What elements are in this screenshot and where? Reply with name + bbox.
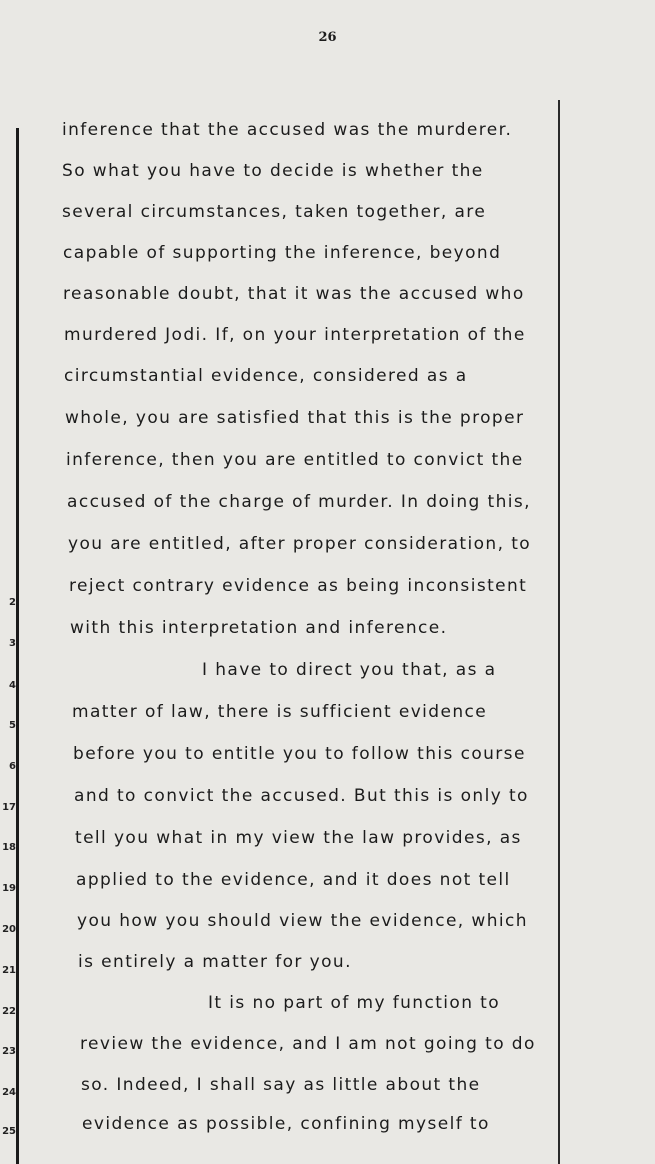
text-line: before you to entitle you to follow this course	[73, 744, 526, 764]
line-number: 6	[9, 761, 16, 772]
text-line: I have to direct you that, as a	[202, 660, 497, 680]
line-number: 2	[9, 597, 16, 608]
text-line: so. Indeed, I shall say as little about the	[81, 1075, 481, 1095]
line-number: 21	[2, 965, 16, 976]
left-margin-rule	[16, 128, 19, 1164]
line-number: 19	[2, 883, 16, 894]
line-number: 25	[2, 1126, 16, 1137]
line-number: 18	[2, 842, 16, 853]
line-number: 24	[2, 1087, 16, 1098]
line-number: 4	[9, 680, 16, 691]
text-line: reject contrary evidence as being inconsistent	[69, 576, 528, 596]
text-line: reasonable doubt, that it was the accused who	[63, 284, 525, 304]
text-line: matter of law, there is sufficient evidence	[72, 702, 488, 722]
text-line: So what you have to decide is whether the	[62, 161, 484, 181]
text-line: you are entitled, after proper consideration, to	[68, 534, 532, 554]
page-number: 26	[318, 30, 337, 45]
text-line: applied to the evidence, and it does not tell	[76, 870, 511, 890]
text-line: whole, you are satisfied that this is the proper	[65, 408, 525, 428]
text-line: accused of the charge of murder. In doing this,	[67, 492, 531, 512]
line-number: 22	[2, 1006, 16, 1017]
text-line: review the evidence, and I am not going to do	[80, 1034, 536, 1054]
text-line: inference that the accused was the murderer.	[62, 120, 513, 140]
text-line: evidence as possible, confining myself to	[82, 1114, 490, 1134]
text-line: you how you should view the evidence, which	[77, 911, 528, 931]
line-number: 3	[9, 638, 16, 649]
line-number: 23	[2, 1046, 16, 1057]
line-number: 17	[2, 802, 16, 813]
line-number: 20	[2, 924, 16, 935]
text-line: tell you what in my view the law provides, as	[75, 828, 522, 848]
text-line: several circumstances, taken together, are	[62, 202, 487, 222]
text-line: It is no part of my function to	[208, 993, 501, 1013]
line-number: 5	[9, 720, 16, 731]
text-line: with this interpretation and inference.	[70, 618, 448, 638]
text-line: capable of supporting the inference, beyond	[63, 243, 502, 263]
text-line: is entirely a matter for you.	[78, 952, 352, 972]
text-line: circumstantial evidence, considered as a	[64, 366, 468, 386]
text-line: murdered Jodi. If, on your interpretation of the	[64, 325, 526, 345]
text-line: inference, then you are entitled to convict the	[66, 450, 524, 470]
right-margin-rule	[558, 100, 560, 1164]
text-line: and to convict the accused. But this is only to	[74, 786, 529, 806]
